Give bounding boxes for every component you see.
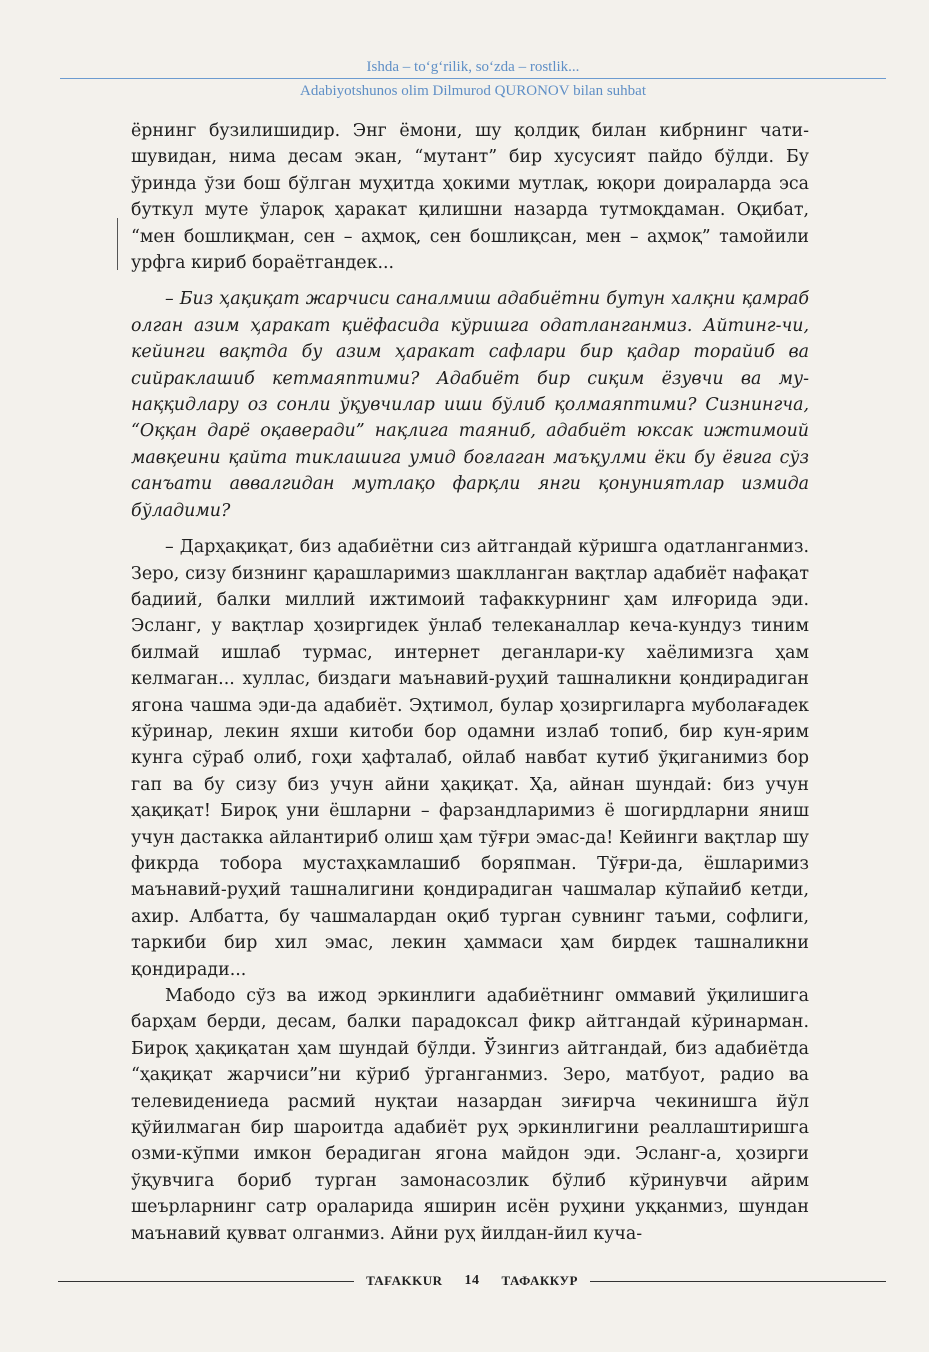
paragraph-4: Мабодо сўз ва ижод эркинлиги адабиётнинг оммавий ўқилишига барҳам берди, десам, балки парадоксал фикр айтгандай кўринарман. Бироқ ҳақиқатан ҳам шундай бўлди. Ўзингиз айтгандай, биз адабиётда “ҳақиқат жарчиси”ни кўриб ўрганганмиз. Зеро, матбуот, радио ва телевидениеда расмий нуқтаи назардан зиғирча чекинишга йўл қўйилмаган бир шароитда адабиёт руҳ эркинлигини реаллаштиришга озми-кўпми имкон берадиган ягона майдон эди. Эсланг-а, ҳозирги ўқувчига бориб турган замонасозлик бўлиб кўринувчи айрим шеърларнинг сатр ораларида яширин исён руҳини уққанмиз, шундан маънавий қувват олганмиз. Айни руҳ йилдан-йил куча- — [131, 986, 809, 1244]
interview-answer: – Дарҳақиқат, биз адабиётни сиз айтгандай кўришга одатланганмиз. Зеро, сизу бизнинг қарашларимиз шаклланган вақтлар адабиёт нафақат бадиий, балки миллий ижтимоий тафаккурнинг ҳам илғорида эди. Эсланг, у вақтлар ҳозиргидек ўнлаб телеканаллар кеча-кундуз тиним билмай ишлаб турмас, интернет деганлари-ку хаёлимизга ҳам келмаган... хуллас, биздаги маънавий-руҳий ташналикни қондирадиган ягона чашма эди-да адабиёт. Эҳтимол, булар ҳозиргиларга муболағадек кўринар, лекин яхши китоби бор одамни излаб топиб, бир кун-ярим кунга сўраб олиб, гоҳи ҳафталаб, ойлаб навбат кутиб ўқиганимиз бор гап ва бу сизу биз учун айни ҳақиқат. Ҳа, айнан шундай: биз учун ҳақиқат! Бироқ уни ёшларни – фарзандларимиз ё шогирдларни яниш учун дастакка айлантириб олиш ҳам тўғри эмас-да! Кейинги вақтлар шу фикрда тобора мустаҳкамлашиб боряпман. Тўғри-да, ёшларимиз маънавий-руҳий ташналигини қондирадиган чашмалар кўпайиб кетди, ахир. Албатта, бу чашмалардан оқиб турган сувнинг таъми, софлиги, таркиби бир хил эмас, лекин ҳаммаси ҳам бирдек ташналикни қондиради... — [131, 537, 809, 980]
article-title: Ishda – to‘g‘rilik, so‘zda – rostlik... — [366, 59, 580, 75]
page-number: 14 — [464, 1273, 480, 1288]
footer-rule-right — [590, 1281, 886, 1282]
article-subtitle: Adabiyotshunos olim Dilmurod QURONOV bilan suhbat — [300, 83, 646, 99]
footer-magazine-latin: TAFAKKUR — [366, 1273, 443, 1288]
article-body — [131, 118, 809, 1247]
header-rule — [60, 78, 886, 79]
footer-rule-left — [58, 1281, 354, 1282]
paragraph-1: ёрнинг бузилишидир. Энг ёмони, шу қолдиқ билан кибрнинг чатишувидан, нима десам экан, “мутант” бир хусусият пайдо бўлди. Бу ўринда ўзи бош бўлган муҳитда ҳокими мутлақ, юқори доираларда эса буткул муте ўлароқ ҳаракат қилишни назарда тутмоқдаман. Оқибат, “мен бошлиқман, сен – аҳмоқ, сен бошлиқсан, мен – аҳмоқ” тамойили урфга кириб бораётгандек... — [131, 121, 809, 274]
interview-question: – Биз ҳақиқат жарчиси саналмиш адабиётни бутун халқни қамраб олган азим ҳаракат қиёфасида кўришга одатланганмиз. Айтинг-чи, кейинги вақтда бу азим ҳаракат сафлари бир қадар торайиб ва сийраклашиб кетмаяптими? Адабиёт бир сиқим ёзувчи ва мунаққидлару оз сонли ўқувчилар иши бўлиб қолмаяптими? Сизнингча, “Оққан дарё оқаверади” нақлига таяниб, адабиёт юксак ижтимоий мавқеини қайта тиклашига умид боғлаган маъқулми ёки бу ёғига сўз санъати аввалгидан мутлақо фарқли янги қонуниятлар измида бўладими? — [131, 289, 809, 521]
footer-label — [354, 1273, 590, 1289]
pencil-margin-mark — [117, 218, 118, 270]
footer-magazine-cyrillic: ТАФАККУР — [501, 1273, 578, 1288]
page-footer — [58, 1270, 886, 1292]
running-header — [60, 58, 886, 100]
